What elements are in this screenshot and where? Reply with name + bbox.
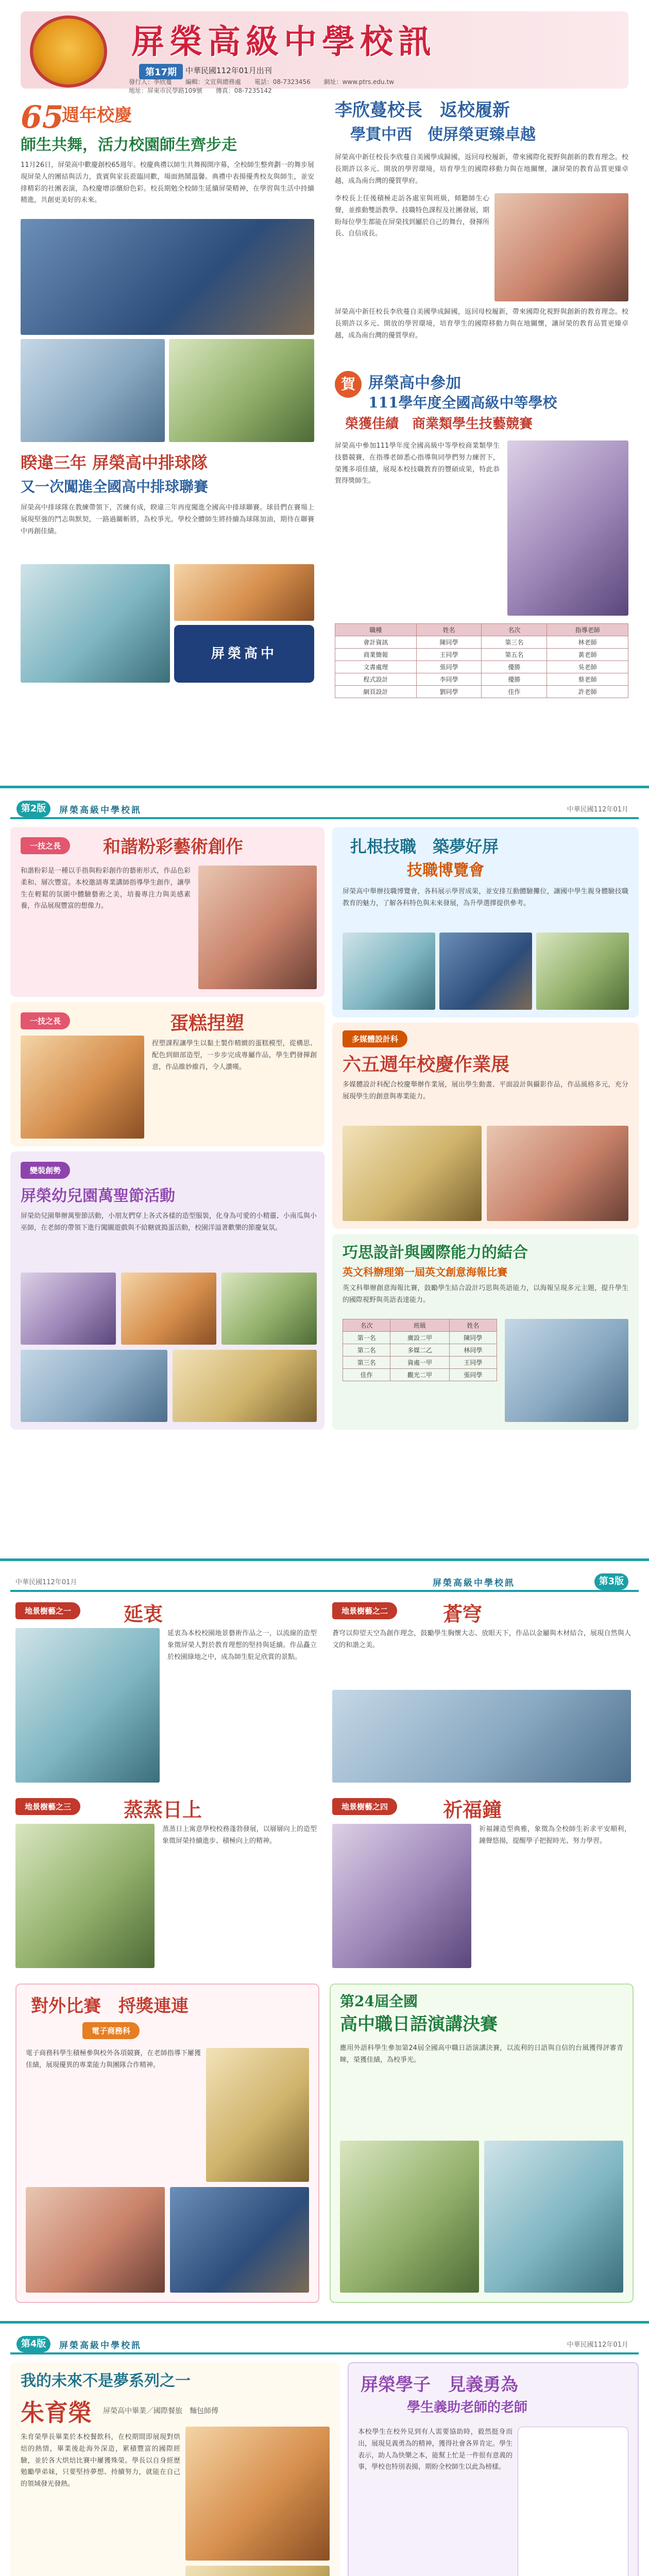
table-cell: 優勝: [482, 673, 547, 686]
award-table-header: [335, 624, 628, 636]
landmark-pill-3: 地景樹藝之三: [15, 1798, 80, 1815]
expo-title: 扎根技職 築夢好屏: [350, 837, 499, 856]
award-col-name: 姓名: [416, 624, 482, 636]
page-header-date: 中華民國112年01月: [567, 806, 628, 814]
landmark-title-3: 蒸蒸日上: [124, 1798, 202, 1821]
poster-col-class: 班級: [390, 1319, 450, 1332]
table-cell: 林老師: [547, 636, 628, 649]
table-cell: 王同學: [449, 1357, 497, 1369]
future-one-body: 朱育榮學長畢業於本校餐飲科，在校期間即展現對烘焙的熱情，畢業後赴海外深造，累積豐富的國際經驗，並於各大烘焙比賽中屢獲殊榮。學長以自身經歷勉勵學弟妹，只要堅持夢想、持續努力，就能在自己的領域發光發熱。: [21, 2433, 180, 2488]
page-header-name: 屏榮高級中學校訊: [59, 805, 142, 816]
table-cell: 林同學: [449, 1344, 497, 1357]
halloween-photo-5: [173, 1350, 317, 1422]
poster-photo: [505, 1319, 628, 1422]
hero-letter: [518, 2427, 628, 2576]
cake-title: 蛋糕捏塑: [170, 1012, 245, 1034]
page-number: 第2版: [16, 801, 50, 817]
exhibition-photo-2: [487, 1126, 628, 1221]
issue-badge: 第17期: [139, 64, 183, 79]
landmark-pill-1: 地景樹藝之一: [15, 1602, 80, 1619]
table-cell: 劉同學: [416, 686, 482, 698]
table-cell: 王同學: [416, 649, 482, 661]
editor: 編輯：文宣與總務處: [185, 78, 241, 86]
volleyball-photo-match: [174, 564, 314, 621]
volleyball-banner: [174, 625, 314, 683]
table-cell: 觀光二甲: [390, 1369, 450, 1381]
page-header-date: 中華民國112年01月: [567, 2341, 628, 2349]
principal-body: 屏榮高中新任校長李欣蔓自美國學成歸國，返回母校履新，帶來國際化視野與創新的教育理念。校長期許以多元、開放的學習環境，培育學生的國際移動力與在地關懷，讓屏榮的教育品質更臻卓越，成為南台灣的優質學府。: [335, 154, 628, 185]
expo-photo-1: [343, 933, 435, 1010]
award-col-teacher: 指導老師: [547, 624, 628, 636]
table-cell: 多媒二乙: [390, 1344, 450, 1357]
landmark-title-2: 蒼穹: [443, 1602, 483, 1625]
anniversary-photo-dance: [21, 219, 314, 335]
principal-body-continued: 屏榮高中新任校長李欣蔓自美國學成歸國，返回母校履新，帶來國際化視野與創新的教育理念。校長期許以多元、開放的學習環境，培育學生的國際移動力與在地關懷，讓屏榮的教育品質更臻卓越，成為南台灣的優質學府。: [335, 308, 628, 340]
page-two: [0, 788, 649, 1561]
table-cell: 資處一甲: [390, 1357, 450, 1369]
website[interactable]: 網址：www.ptrs.edu.tw: [323, 78, 394, 86]
page-number: 第3版: [594, 1573, 628, 1590]
table-cell: 第一名: [343, 1332, 390, 1344]
art-title: 和諧粉彩藝術創作: [103, 837, 243, 857]
table-cell: 第五名: [482, 649, 547, 661]
landmark-body-4: 祈福鐘造型典雅，象徵為全校師生祈求平安順利，鐘聲悠揚，提醒學子把握時光、努力學習。: [479, 1825, 631, 1845]
anniversary-title: 週年校慶: [62, 105, 132, 126]
hero-title: 屏榮學子 見義勇為: [361, 2375, 518, 2395]
page-header: [10, 1571, 639, 1592]
table-cell: 佳作: [343, 1369, 390, 1381]
page-four: [0, 2324, 649, 2576]
expo-subtitle: 技職博覽會: [407, 861, 484, 879]
page-number: 第4版: [16, 2336, 50, 2352]
table-cell: 網頁設計: [335, 686, 417, 698]
page-header: [10, 799, 639, 819]
publication-info: [129, 77, 484, 95]
table-row: [335, 673, 628, 686]
page-one: [0, 0, 649, 788]
hero-body: 本校學生在校外見到有人需要協助時，毅然挺身而出，展現見義勇為的精神，獲得社會各界肯定。學生表示，助人為快樂之本，能幫上忙是一件很有意義的事，學校也特別表揚，期盼全校師生以此為榜樣。: [358, 2428, 513, 2471]
table-cell: 程式設計: [335, 673, 417, 686]
speech-photo-1: [340, 2141, 479, 2293]
table-cell: 黃老師: [547, 649, 628, 661]
table-row: [343, 1369, 497, 1381]
table-cell: 廣設二甲: [390, 1332, 450, 1344]
table-row: [335, 661, 628, 673]
halloween-photo-1: [21, 1273, 116, 1345]
table-cell: 商業簡報: [335, 649, 417, 661]
table-row: [343, 1332, 497, 1344]
landmark-body-2: 蒼穹以仰望天空為創作理念，鼓勵學生胸懷大志、放眼天下，作品以金屬與木材結合，展現自然與人文的和諧之美。: [332, 1630, 631, 1649]
principal-photo: [494, 193, 628, 301]
table-cell: 李同學: [416, 673, 482, 686]
award-title-b: 111學年度全國高級中等學校: [368, 394, 557, 411]
landmark-pill-2: 地景樹藝之二: [332, 1602, 397, 1619]
poster-title: 巧思設計與國際能力的結合: [343, 1244, 528, 1262]
table-cell: 第三名: [482, 636, 547, 649]
expo-photo-2: [439, 933, 532, 1010]
table-cell: 許老師: [547, 686, 628, 698]
table-cell: 吳老師: [547, 661, 628, 673]
masthead: [21, 11, 628, 94]
cake-body: 捏塑課程讓學生以黏土製作精緻的蛋糕模型，從構思、配色到細部造型，一步步完成專屬作品，學生們發揮創意，作品維妙維肖，令人讚嘆。: [152, 1040, 317, 1071]
publication-date: 中華民國112年01月出刊: [185, 66, 272, 75]
contest-photo-3: [170, 2187, 309, 2293]
anniversary-body: 11月26日，屏榮高中歡慶創校65週年。校慶典禮以師生共舞揭開序幕，全校師生整齊劃一的舞步展現屏榮人的團結與活力，貴賓與家長蒞臨同歡，場面熱鬧溫馨。典禮中表揚優秀校友與師生，並安排精彩的社團表演，為校慶增添繽紛色彩。校長期勉全校師生延續屏榮精神，在學習與生活中持續精進，共創更美好的未來。: [21, 161, 314, 205]
halloween-title: 屏榮幼兒園萬聖節活動: [21, 1187, 175, 1205]
exhibition-title: 六五週年校慶作業展: [343, 1054, 510, 1075]
award-col-event: 職種: [335, 624, 417, 636]
principal-subtitle: 學貫中西 使屏榮更臻卓越: [350, 126, 536, 144]
award-title-c: 榮獲佳績 商業類學生技藝競賽: [345, 416, 533, 432]
exhibition-pill: 多媒體設計科: [343, 1030, 407, 1047]
principal-title: 李欣蔓校長 返校履新: [335, 100, 510, 121]
volleyball-photo-team: [21, 564, 170, 683]
page-header-date: 中華民國112年01月: [15, 1579, 77, 1586]
speech-title: 第24屆全國: [340, 1993, 418, 2010]
halloween-photo-3: [221, 1273, 317, 1345]
address: 地址：屏東市民學路109號: [129, 87, 202, 94]
future-one-photo-1: [185, 2427, 330, 2561]
publisher: 發行人：李欣蔓: [129, 78, 173, 86]
contest-title: 對外比賽 捋獎連連: [31, 1996, 189, 2016]
fax: 傳真：08-7235142: [215, 87, 272, 94]
contest-pill: 電子商務科: [82, 2022, 140, 2039]
anniversary-photo-stage: [169, 339, 314, 442]
poster-body: 英文科舉辦創意海報比賽，鼓勵學生結合設計巧思與英語能力，以海報呈現多元主題，提升學生的國際視野與英語表達能力。: [343, 1284, 628, 1304]
landmark-pill-4: 地景樹藝之四: [332, 1798, 397, 1815]
landmark-photo-1: [15, 1628, 160, 1783]
table-row: [335, 686, 628, 698]
future-one-title: 我的未來不是夢系列之一: [21, 2372, 191, 2390]
landmark-photo-3: [15, 1824, 155, 1968]
halloween-pill: 變裝創勢: [21, 1162, 70, 1179]
award-col-rank: 名次: [482, 624, 547, 636]
cake-pill: 一技之長: [21, 1012, 70, 1029]
anniversary-subtitle: 師生共舞，活力校園師生齊步走: [21, 136, 237, 154]
contest-photo-1: [206, 2048, 309, 2182]
award-photo: [507, 440, 628, 616]
anniversary-photo-crowd: [21, 339, 165, 442]
table-cell: 優勝: [482, 661, 547, 673]
volleyball-title: 睽違三年 屏榮高中排球隊: [21, 453, 208, 472]
table-cell: 張同學: [416, 661, 482, 673]
award-title-a: 屏榮高中參加: [368, 374, 461, 392]
table-cell: 第三名: [343, 1357, 390, 1369]
award-table: [335, 623, 628, 698]
table-cell: 第二名: [343, 1344, 390, 1357]
landmark-photo-4: [332, 1824, 471, 1968]
table-row: [335, 649, 628, 661]
award-body: 屏榮高中參加111學年度全國高級中等學校商業類學生技藝競賽，在指導老師悉心指導與同學們努力練習下，榮獲多項佳績，展現本校技職教育的豐碩成果，特此恭賀得獎師生。: [335, 442, 500, 485]
phone: 電話：08-7323456: [254, 78, 311, 86]
landmark-body-3: 蒸蒸日上寓意學校校務蓬勃發展，以層層向上的造型象徵屏榮持續進步、積極向上的精神。: [162, 1825, 317, 1845]
landmark-title-4: 祈福鐘: [443, 1798, 502, 1821]
newsletter-title: 屏榮高級中學校訊: [131, 23, 436, 61]
poster-table: [343, 1319, 497, 1381]
anniversary-number: 65: [21, 99, 64, 135]
halloween-body: 屏榮幼兒園舉辦萬聖節活動，小朋友們穿上各式各樣的造型服裝，化身為可愛的小精靈、小南瓜與小巫師，在老師的帶領下進行闖關遊戲與不給糖就搗蛋活動，校園洋溢著歡樂的節慶氣氛。: [21, 1212, 317, 1232]
table-cell: 蔡老師: [547, 673, 628, 686]
table-cell: 文書處理: [335, 661, 417, 673]
art-photo: [198, 866, 317, 989]
landmark-title-1: 延衷: [124, 1602, 163, 1625]
table-row: [343, 1357, 497, 1369]
poster-subtitle: 英文科辦理第一屆英文創意海報比賽: [343, 1266, 507, 1278]
table-cell: 佳作: [482, 686, 547, 698]
speech-body: 應用外語科學生參加第24屆全國高中職日語演講決賽，以流利的日語與自信的台風獲得評審青睞，榮獲佳績，為校爭光。: [340, 2044, 623, 2064]
future-one-note: 屏榮高中畢業／國際餐旅 麵包師傅: [103, 2407, 218, 2415]
landmark-body-1: 延衷為本校校園地景藝術作品之一，以流線的造型象徵屏榮人對於教育理想的堅持與延續。作品矗立於校園綠地之中，成為師生駐足欣賞的景點。: [167, 1630, 317, 1661]
speech-subtitle: 高中職日語演講決賽: [340, 2014, 498, 2035]
contest-body: 電子商務科學生積極參與校外各項競賽，在老師指導下屢獲佳績，展現優異的專業能力與團隊合作精神。: [26, 2049, 201, 2069]
contest-photo-2: [26, 2187, 165, 2293]
award-badge-text: 賀: [340, 376, 355, 393]
page-header-name: 屏榮高級中學校訊: [433, 1578, 515, 1588]
exhibition-photo-1: [343, 1126, 482, 1221]
halloween-photo-2: [121, 1273, 216, 1345]
art-body: 和諧粉彩是一種以手指與粉彩創作的藝術形式，作品色彩柔和、層次豐富。本校邀請專業講師指導學生創作，讓學生在輕鬆的氛圍中體驗藝術之美，培養專注力與美感素養，作品展現豐富的想像力。: [21, 867, 191, 910]
school-logo: [30, 15, 107, 88]
poster-table-header: [343, 1319, 497, 1332]
table-row: [343, 1344, 497, 1357]
page-header-name: 屏榮高級中學校訊: [59, 2341, 142, 2351]
page-header: [10, 2334, 639, 2354]
poster-col-rank: 名次: [343, 1319, 390, 1332]
landmark-photo-2: [332, 1690, 631, 1783]
award-badge: [335, 371, 362, 398]
speech-photo-2: [484, 2141, 623, 2293]
volleyball-subtitle: 又一次闖進全國高中排球聯賽: [21, 478, 209, 495]
table-cell: 張同學: [449, 1369, 497, 1381]
expo-body: 屏榮高中舉辦技職博覽會，各科展示學習成果，並安排互動體驗攤位，讓國中學生親身體驗技職教育的魅力，了解各科特色與未來發展，為升學選擇提供參考。: [343, 888, 628, 907]
table-row: [335, 636, 628, 649]
volleyball-body: 屏榮高中排球隊在教練帶領下，苦練有成，睽違三年再度闖進全國高中排球聯賽。球員們在賽場上展現堅強的鬥志與默契，一路過關斬將，為校爭光。學校全體師生將持續為球隊加油，期待在聯賽中再創佳績。: [21, 504, 314, 535]
volleyball-banner-text: 屏榮高中: [211, 646, 277, 662]
cake-photo: [21, 1036, 144, 1139]
hero-subtitle: 學生義助老師的老師: [407, 2400, 528, 2415]
page-three: [0, 1561, 649, 2324]
table-cell: 會計資訊: [335, 636, 417, 649]
table-cell: 陳同學: [449, 1332, 497, 1344]
future-one-name: 朱育榮: [21, 2399, 92, 2427]
future-one-photo-2: [185, 2566, 330, 2576]
halloween-photo-4: [21, 1350, 167, 1422]
art-pill: 一技之長: [21, 837, 70, 854]
expo-photo-3: [536, 933, 629, 1010]
poster-col-name: 姓名: [449, 1319, 497, 1332]
exhibition-body: 多媒體設計科配合校慶舉辦作業展，展出學生動畫、平面設計與攝影作品，作品風格多元，充分展現學生的創意與專業能力。: [343, 1081, 628, 1100]
table-cell: 陳同學: [416, 636, 482, 649]
principal-body-2: 李校長上任後積極走訪各處室與班級，傾聽師生心聲，並推動雙語教學、技職特色課程及社團發展，期盼每位學生都能在屏榮找到屬於自己的舞台，發揮所長、自信成長。: [335, 195, 489, 238]
